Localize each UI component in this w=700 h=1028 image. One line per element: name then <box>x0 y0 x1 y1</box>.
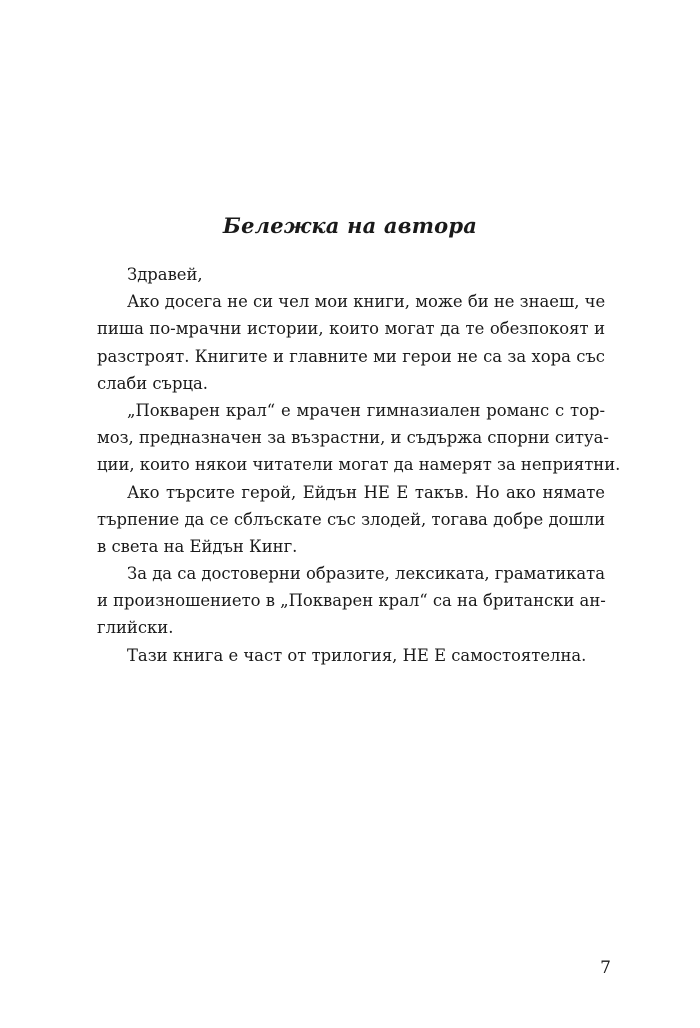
text-line: ции, които някои читатели могат да намерят за неприятни. <box>97 455 621 475</box>
text-line: За да са достоверни образите, лексиката, граматиката <box>127 564 605 584</box>
text-line: пиша по-мрачни истории, които могат да те обезпокоят и <box>97 319 605 339</box>
body-text <box>97 261 621 669</box>
text-line: Тази книга е част от трилогия, НЕ Е самостоятелна. <box>127 645 587 665</box>
text-line: Здравей, <box>127 265 203 284</box>
page-number: 7 <box>600 958 611 978</box>
text-line: и произношението в „Покварен крал“ са на британски ан- <box>97 591 606 611</box>
text-line: Ако търсите герой, Ейдън НЕ Е такъв. Но ако нямате <box>127 482 605 502</box>
page-title: Бележка на автора <box>222 213 478 238</box>
text-line: разстроят. Книгите и главните ми герои не са за хора със <box>97 346 605 366</box>
text-line: слаби сърца. <box>97 373 208 393</box>
text-line: „Покварен крал“ е мрачен гимназиален романс с тор- <box>127 400 605 420</box>
text-line: в света на Ейдън Кинг. <box>97 536 298 556</box>
text-line: глийски. <box>97 618 174 638</box>
text-line: моз, предназначен за възрастни, и съдържа спорни ситуа- <box>97 428 609 448</box>
text-line: Ако досега не си чел мои книги, може би не знаеш, че <box>127 292 606 312</box>
text-line: търпение да се сблъскате със злодей, тогава добре дошли <box>97 509 605 529</box>
